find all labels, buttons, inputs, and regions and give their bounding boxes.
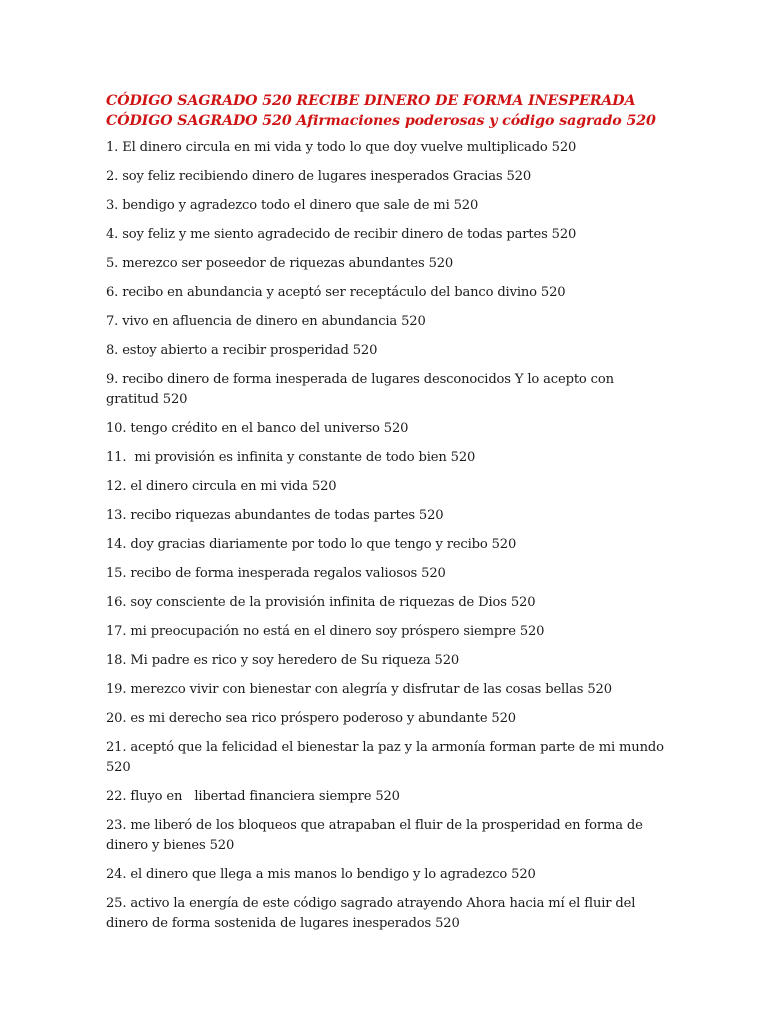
list-item: 5. merezco ser poseedor de riquezas abundantes 520	[106, 256, 454, 271]
affirmations-list	[106, 138, 666, 934]
list-item: 12. el dinero circula en mi vida 520	[106, 479, 337, 494]
list-item: 20. es mi derecho sea rico próspero poderoso y abundante 520	[106, 711, 516, 726]
list-item: 9. recibo dinero de forma inesperada de lugares desconocidos Y lo acepto con gratitud 520	[106, 372, 618, 407]
list-item: 8. estoy abierto a recibir prosperidad 520	[106, 343, 378, 358]
list-item: 16. soy consciente de la provisión infinita de riquezas de Dios 520	[106, 595, 536, 610]
list-item: 3. bendigo y agradezco todo el dinero que sale de mi 520	[106, 198, 479, 213]
list-item: 17. mi preocupación no está en el dinero soy próspero siempre 520	[106, 624, 545, 639]
list-item: 23. me liberó de los bloqueos que atrapaban el fluir de la prosperidad en forma de dinero y bienes 520	[106, 818, 647, 853]
list-item: 18. Mi padre es rico y soy heredero de Su riqueza 520	[106, 653, 460, 668]
list-item: 6. recibo en abundancia y aceptó ser receptáculo del banco divino 520	[106, 285, 566, 300]
list-item: 4. soy feliz y me siento agradecido de recibir dinero de todas partes 520	[106, 227, 577, 242]
list-item: 15. recibo de forma inesperada regalos valiosos 520	[106, 566, 446, 581]
list-item: 21. aceptó que la felicidad el bienestar la paz y la armonía forman parte de mi mundo 520	[106, 740, 668, 775]
list-item: 10. tengo crédito en el banco del universo 520	[106, 421, 409, 436]
list-item: 19. merezco vivir con bienestar con alegría y disfrutar de las cosas bellas 520	[106, 682, 612, 697]
list-item: 25. activo la energía de este código sagrado atrayendo Ahora hacia mí el fluir del dinero de forma sostenida de lugares inesperados 520	[106, 896, 640, 931]
list-item: 1. El dinero circula en mi vida y todo lo que doy vuelve multiplicado 520	[106, 140, 577, 155]
list-item: 24. el dinero que llega a mis manos lo bendigo y lo agradezco 520	[106, 867, 536, 882]
list-item: 14. doy gracias diariamente por todo lo que tengo y recibo 520	[106, 537, 517, 552]
list-item: 2. soy feliz recibiendo dinero de lugares inesperados Gracias 520	[106, 169, 532, 184]
document-title: CÓDIGO SAGRADO 520 RECIBE DINERO DE FORMA INESPERADA CÓDIGO SAGRADO 520 Afirmaciones poderosas y código sagrado 520	[106, 93, 656, 129]
list-item: 7. vivo en afluencia de dinero en abundancia 520	[106, 314, 426, 329]
list-item: 22. fluyo en libertad financiera siempre 520	[106, 789, 400, 804]
document-content	[106, 91, 666, 943]
list-item: 13. recibo riquezas abundantes de todas partes 520	[106, 508, 444, 523]
list-item: 11. mi provisión es infinita y constante de todo bien 520	[106, 450, 476, 465]
